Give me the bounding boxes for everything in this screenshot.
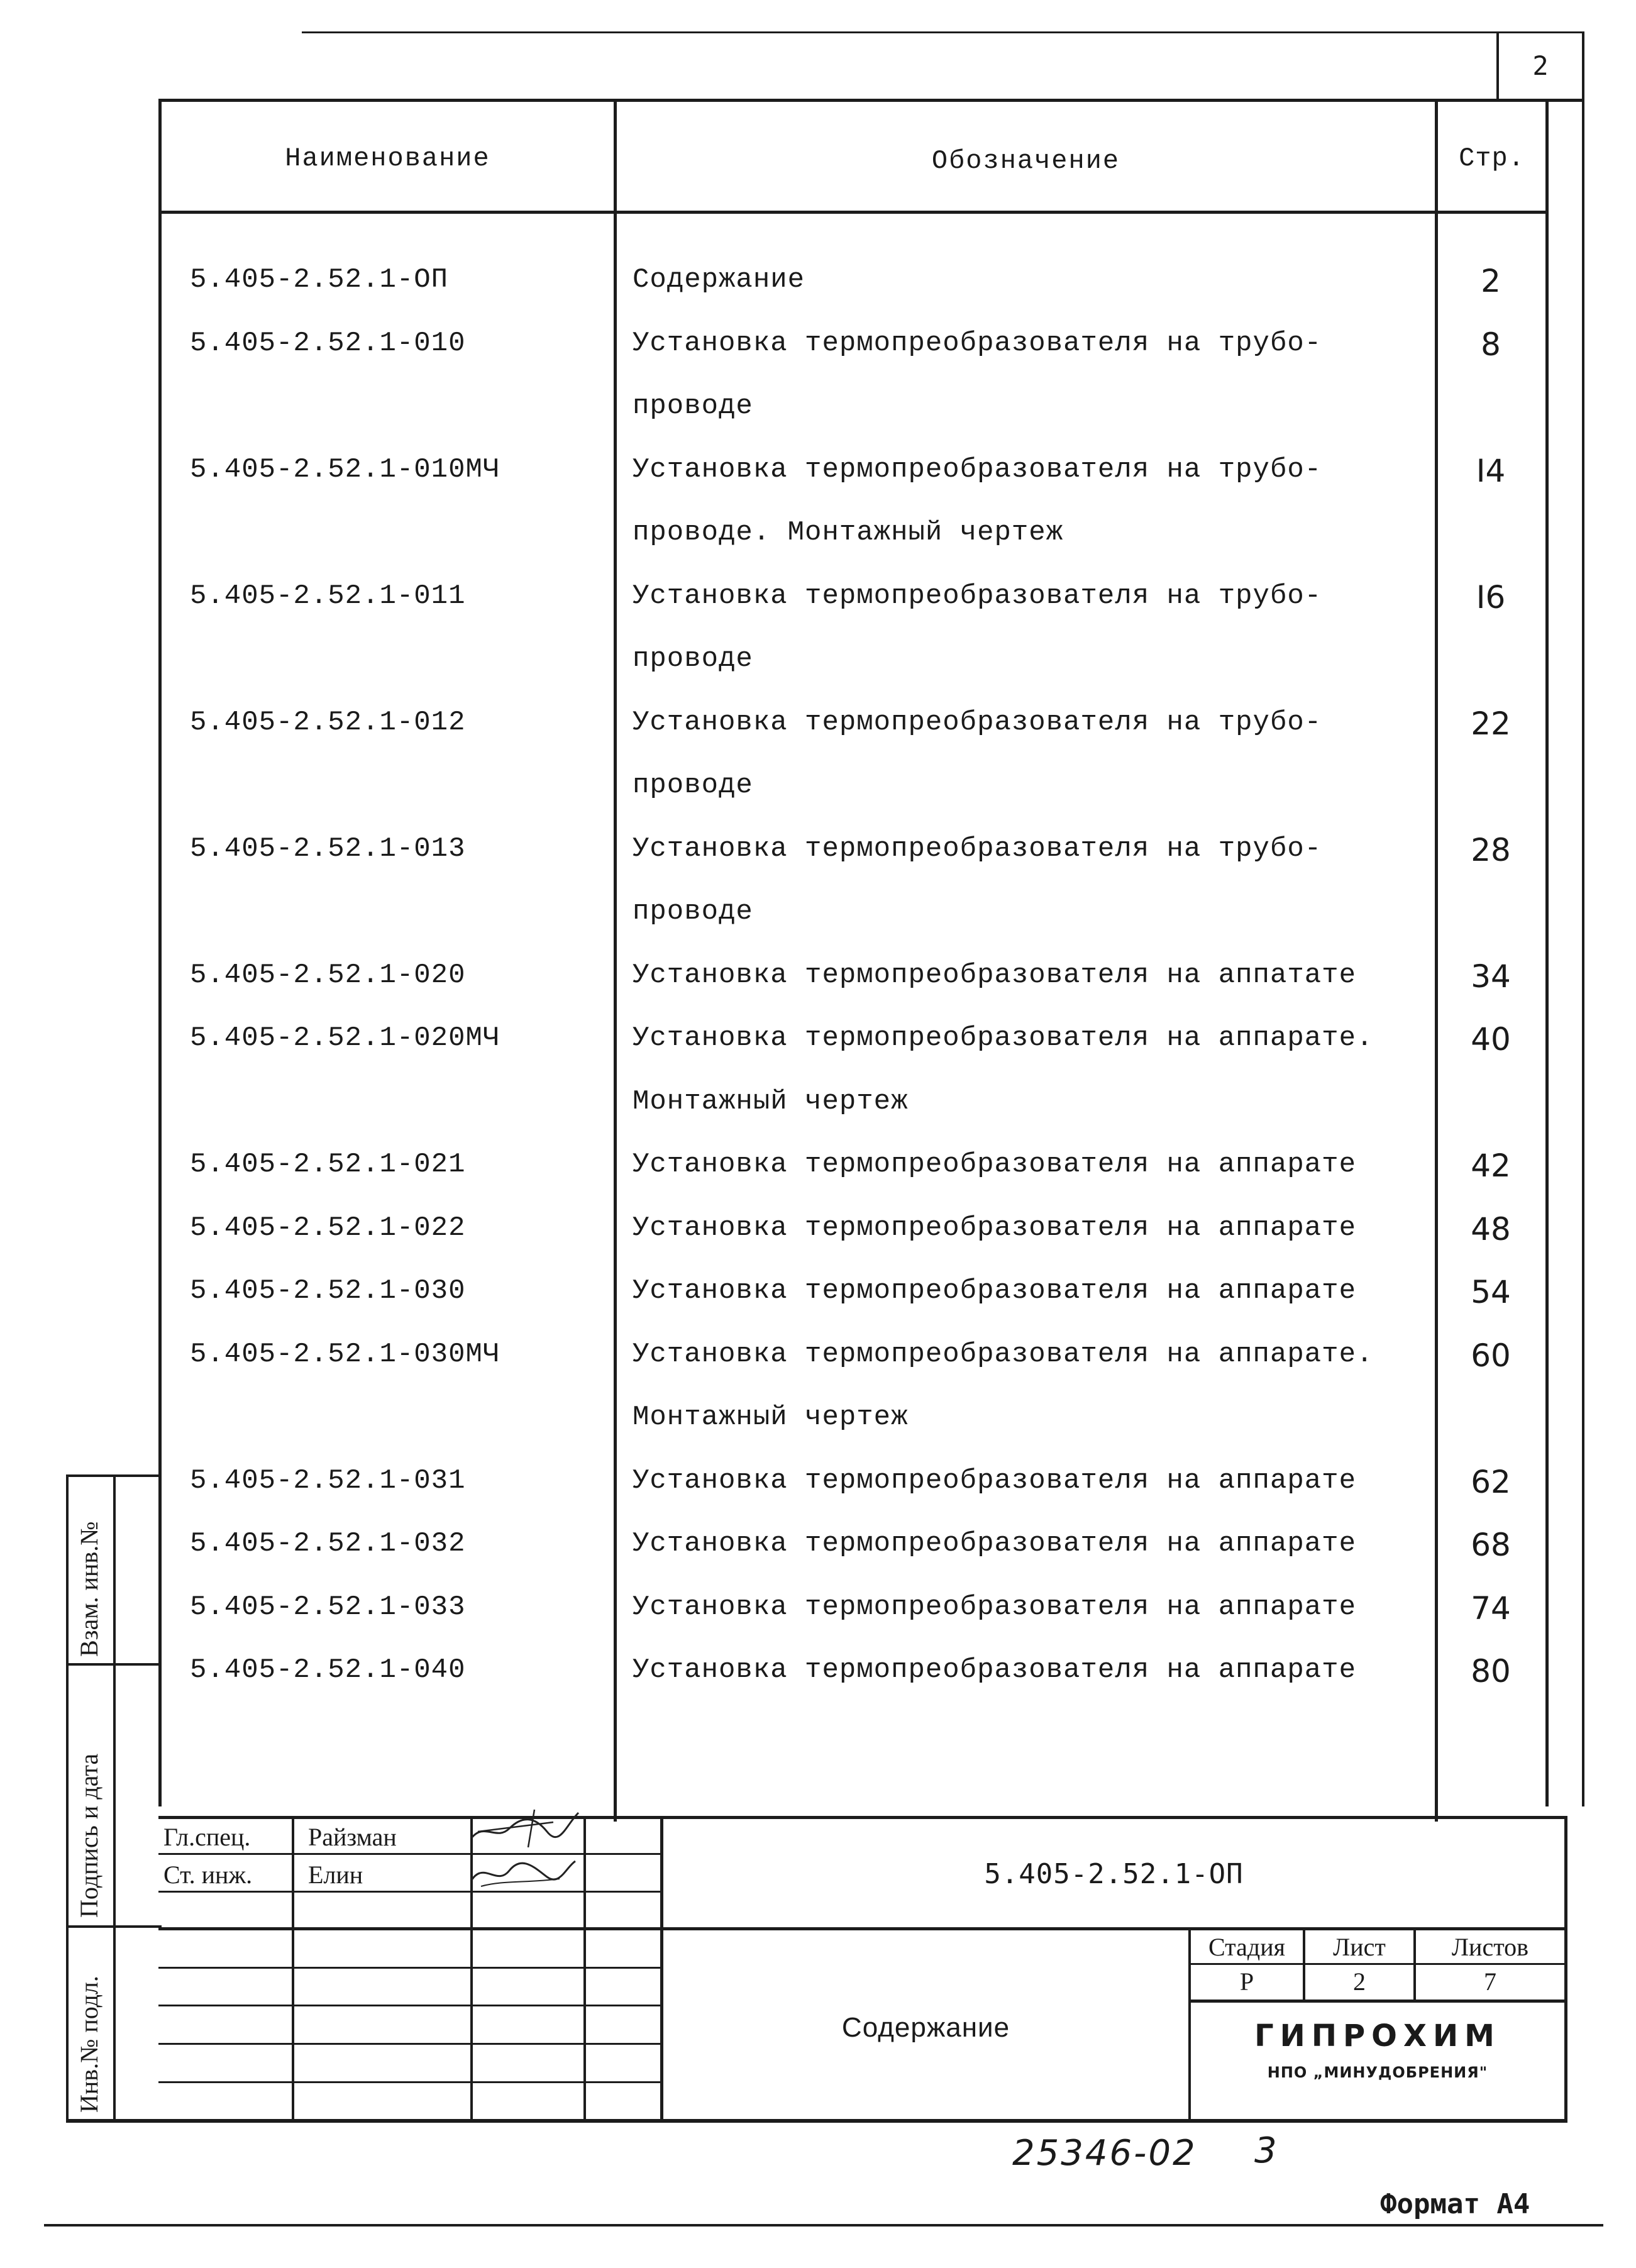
row-title-line: Установка термопреобразователя на аппарате. bbox=[633, 1022, 1374, 1054]
row-code: 5.405-2.52.1-032 bbox=[190, 1528, 466, 1559]
sheets-value: 7 bbox=[1484, 1967, 1496, 1996]
row-code: 5.405-2.52.1-020 bbox=[190, 959, 466, 991]
row-title-line: Установка термопреобразователя на аппатате bbox=[633, 959, 1356, 991]
format-label: Формат А4 bbox=[1380, 2188, 1530, 2220]
row-title-line: Содержание bbox=[633, 264, 805, 296]
row-title-line: проводе bbox=[633, 390, 753, 422]
row-page-number: 48 bbox=[1471, 1210, 1511, 1247]
title-block-doc-code: 5.405-2.52.1-ОП bbox=[984, 1858, 1244, 1890]
row-code: 5.405-2.52.1-ОП bbox=[190, 264, 449, 296]
row-title-line: проводе bbox=[633, 896, 753, 927]
row-code: 5.405-2.52.1-010МЧ bbox=[190, 453, 500, 485]
row-title-line: Монтажный чертеж bbox=[633, 1402, 909, 1433]
header-designation-col: Обозначение bbox=[931, 146, 1120, 176]
header-page-col: Стр. bbox=[1459, 143, 1525, 174]
row-title-line: Установка термопреобразователя на трубо- bbox=[633, 453, 1322, 485]
row-title-line: Установка термопреобразователя на трубо- bbox=[633, 580, 1322, 612]
row-code: 5.405-2.52.1-040 bbox=[190, 1654, 466, 1686]
org-logo-name: ГИПРОХИМ bbox=[1254, 2018, 1501, 2054]
row-page-number: 74 bbox=[1471, 1590, 1511, 1627]
title-block-doc-title: Содержание bbox=[841, 2012, 1010, 2043]
row-code: 5.405-2.52.1-021 bbox=[190, 1149, 466, 1180]
row-code: 5.405-2.52.1-020МЧ bbox=[190, 1022, 500, 1054]
row-page-number: 60 bbox=[1471, 1337, 1511, 1374]
signature-raizman bbox=[459, 1803, 585, 1854]
row-page-number: 62 bbox=[1471, 1463, 1511, 1500]
row-code: 5.405-2.52.1-033 bbox=[190, 1591, 466, 1623]
row-title-line: Установка термопреобразователя на аппарате. bbox=[633, 1338, 1374, 1370]
row-title-line: Установка термопреобразователя на аппарате bbox=[633, 1528, 1356, 1559]
header-name-col: Наименование bbox=[285, 143, 490, 174]
row-title-line: Монтажный чертеж bbox=[633, 1085, 909, 1117]
row-code: 5.405-2.52.1-013 bbox=[190, 833, 466, 865]
sheets-label: Листов bbox=[1451, 1933, 1529, 1961]
row-page-number: I6 bbox=[1476, 578, 1506, 616]
row-code: 5.405-2.52.1-031 bbox=[190, 1464, 466, 1496]
stage-value: Р bbox=[1239, 1967, 1254, 1996]
row-code: 5.405-2.52.1-022 bbox=[190, 1212, 466, 1244]
side-label-vzam-inv: Взам. инв.№ bbox=[75, 1521, 103, 1657]
row-code: 5.405-2.52.1-010 bbox=[190, 327, 466, 359]
signer-name: Райзман bbox=[308, 1823, 397, 1851]
row-page-number: 2 bbox=[1481, 263, 1501, 299]
row-title-line: проводе bbox=[633, 643, 753, 675]
archive-number: 25346-02 bbox=[1012, 2133, 1197, 2174]
row-title-line: Установка термопреобразователя на аппарате bbox=[633, 1149, 1356, 1180]
row-page-number: 68 bbox=[1471, 1527, 1511, 1563]
row-code: 5.405-2.52.1-011 bbox=[190, 580, 466, 612]
row-page-number: 80 bbox=[1471, 1653, 1511, 1690]
archive-page: 3 bbox=[1254, 2130, 1277, 2171]
row-page-number: 22 bbox=[1471, 705, 1511, 742]
row-title-line: Установка термопреобразователя на трубо- bbox=[633, 706, 1322, 738]
signer-name: Елин bbox=[308, 1861, 363, 1889]
row-page-number: 8 bbox=[1481, 326, 1501, 363]
signer-role: Гл.спец. bbox=[163, 1823, 251, 1851]
org-logo-sub: НПО „МИНУДОБРЕНИЯ" bbox=[1267, 2064, 1488, 2081]
stage-label: Стадия bbox=[1208, 1933, 1286, 1961]
row-code: 5.405-2.52.1-030МЧ bbox=[190, 1338, 500, 1370]
row-title-line: Установка термопреобразователя на аппарате bbox=[633, 1464, 1356, 1496]
row-title-line: Установка термопреобразователя на трубо- bbox=[633, 833, 1322, 865]
sheet-value: 2 bbox=[1353, 1967, 1366, 1996]
row-title-line: проводе. Монтажный чертеж bbox=[633, 517, 1064, 548]
row-page-number: 40 bbox=[1471, 1021, 1511, 1058]
row-title-line: проводе bbox=[633, 770, 753, 801]
signer-role: Ст. инж. bbox=[163, 1861, 253, 1889]
row-title-line: Установка термопреобразователя на аппарате bbox=[633, 1591, 1356, 1623]
row-page-number: I4 bbox=[1476, 452, 1506, 489]
side-label-podpis-data: Подпись и дата bbox=[75, 1753, 103, 1918]
row-title-line: Установка термопреобразователя на аппарате bbox=[633, 1212, 1356, 1244]
row-title-line: Установка термопреобразователя на трубо- bbox=[633, 327, 1322, 359]
sheet-number-corner: 2 bbox=[1532, 50, 1549, 81]
row-page-number: 54 bbox=[1471, 1274, 1511, 1310]
row-page-number: 34 bbox=[1471, 958, 1511, 995]
row-code: 5.405-2.52.1-030 bbox=[190, 1275, 466, 1307]
row-page-number: 28 bbox=[1471, 831, 1511, 868]
row-page-number: 42 bbox=[1471, 1148, 1511, 1184]
signature-elin bbox=[465, 1855, 578, 1893]
side-label-inv-podl: Инв.№ подл. bbox=[75, 1976, 103, 2113]
row-title-line: Установка термопреобразователя на аппарате bbox=[633, 1275, 1356, 1307]
row-code: 5.405-2.52.1-012 bbox=[190, 706, 466, 738]
sheet-label: Лист bbox=[1333, 1933, 1386, 1961]
row-title-line: Установка термопреобразователя на аппарате bbox=[633, 1654, 1356, 1686]
